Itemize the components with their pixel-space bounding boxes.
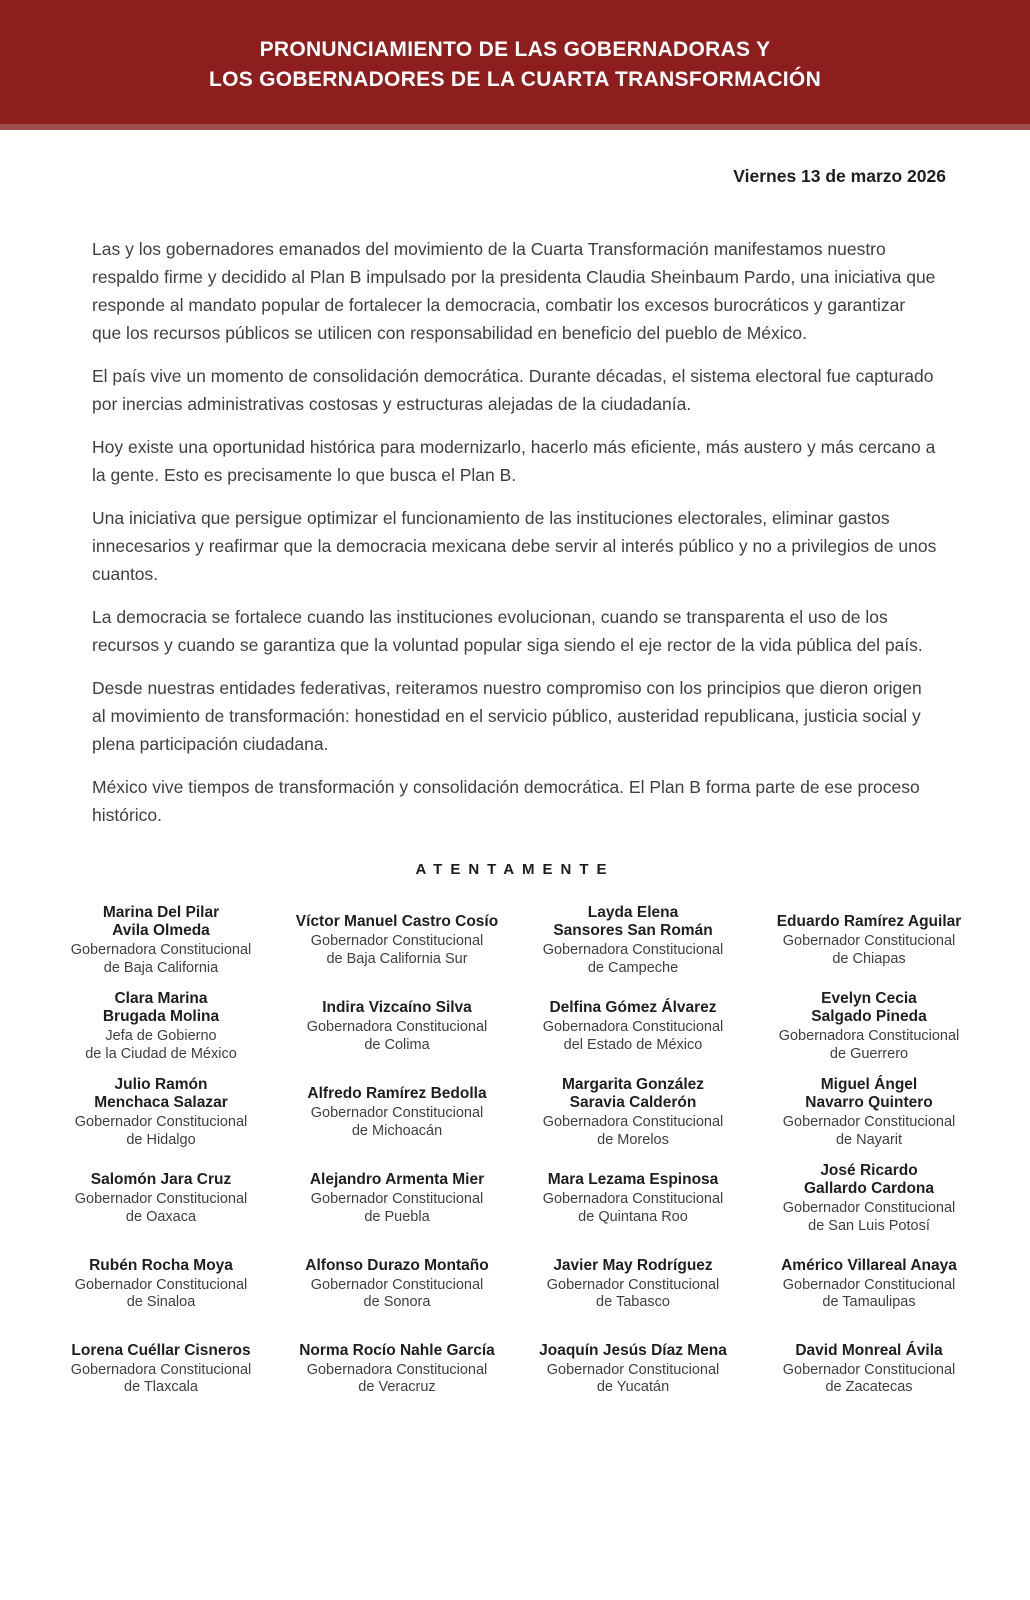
paragraphs xyxy=(92,235,938,829)
paragraph: Desde nuestras entidades federativas, reiteramos nuestro compromiso con los principios que dieron origen al movimiento de transformación: honestidad en el servicio público, austeridad republicana, justicia social y plena participación ciudadana. xyxy=(92,678,922,754)
document-body xyxy=(0,187,1030,878)
signatory-name: Miguel Ángel Navarro Quintero xyxy=(805,1076,933,1111)
signatory-title: Gobernador Constitucional de San Luis Potosí xyxy=(782,1200,956,1234)
signatories-grid xyxy=(48,904,982,1405)
signatory-cell xyxy=(756,1076,982,1149)
signatory-cell xyxy=(756,1248,982,1320)
signatory-title: Gobernador Constitucional de Yucatán xyxy=(546,1361,720,1395)
banner-title-line-1: PRONUNCIAMIENTO DE LAS GOBERNADORAS Y xyxy=(259,38,771,61)
signatory-title: Gobernador Constitucional de Nayarit xyxy=(782,1114,956,1148)
signatory-title: Gobernador Constitucional de Baja California Sur xyxy=(310,933,484,967)
signatory-name: Clara Marina Brugada Molina xyxy=(102,990,220,1025)
signatory-name: Norma Rocío Nahle García xyxy=(299,1341,495,1359)
signatory-title: Gobernadora Constitucional de Tlaxcala xyxy=(70,1361,252,1395)
closing-heading: ATENTAMENTE xyxy=(415,861,615,878)
signatory-title: Gobernador Constitucional de Tabasco xyxy=(546,1276,720,1310)
signatory-title: Gobernadora Constitucional de Guerrero xyxy=(778,1028,960,1062)
signatory-cell xyxy=(756,904,982,977)
signatory-title: Jefa de Gobierno de la Ciudad de México xyxy=(85,1028,237,1062)
signatory-cell xyxy=(284,1076,510,1149)
signatory-cell xyxy=(756,1162,982,1235)
paragraph: México vive tiempos de transformación y consolidación democrática. El Plan B forma parte de ese proceso histórico. xyxy=(92,777,920,825)
signatory-title: Gobernadora Constitucional de Veracruz xyxy=(306,1361,488,1395)
signatory-name: Julio Ramón Menchaca Salazar xyxy=(94,1076,228,1111)
signatory-title: Gobernador Constitucional de Chiapas xyxy=(782,933,956,967)
signatory-name: Evelyn Cecia Salgado Pineda xyxy=(811,990,927,1025)
banner-title-line-2: LOS GOBERNADORES DE LA CUARTA TRANSFORMACIÓN xyxy=(208,68,822,91)
signatory-name: Eduardo Ramírez Aguilar xyxy=(776,913,962,930)
signatory-name: Salomón Jara Cruz xyxy=(90,1171,232,1188)
signatory-cell xyxy=(520,904,746,977)
signatory-name: Américo Villareal Anaya xyxy=(781,1256,957,1274)
signatory-cell xyxy=(756,990,982,1063)
signatory-cell xyxy=(520,1076,746,1149)
signatory-cell xyxy=(520,1333,746,1405)
signatory-title: Gobernador Constitucional de Michoacán xyxy=(310,1105,484,1139)
paragraph: La democracia se fortalece cuando las instituciones evolucionan, cuando se transparenta el uso de los recursos y cuando se garantiza que la voluntad popular siga siendo el eje rector de la vida pública del país. xyxy=(92,607,923,655)
signatory-title: Gobernador Constitucional de Hidalgo xyxy=(74,1114,248,1148)
signatory-title: Gobernadora Constitucional de Quintana Roo xyxy=(542,1191,724,1225)
paragraph: Una iniciativa que persigue optimizar el funcionamiento de las instituciones electorales, eliminar gastos innecesarios y reafirmar que la democracia mexicana debe servir al interés público y no a privilegios de unos cuantos. xyxy=(92,508,937,584)
signatory-cell xyxy=(284,1248,510,1320)
signatory-title: Gobernadora Constitucional de Colima xyxy=(306,1019,488,1053)
signatory-name: Mara Lezama Espinosa xyxy=(547,1171,719,1188)
signatory-cell xyxy=(48,904,274,977)
signatory-name: Víctor Manuel Castro Cosío xyxy=(295,913,499,930)
signatory-cell xyxy=(284,904,510,977)
signatory-name: Alfredo Ramírez Bedolla xyxy=(307,1085,487,1102)
signatory-cell xyxy=(520,990,746,1063)
signatory-title: Gobernador Constitucional de Oaxaca xyxy=(74,1191,248,1225)
signatory-name: Layda Elena Sansores San Román xyxy=(553,904,713,939)
signatory-name: Indira Vizcaíno Silva xyxy=(322,999,472,1016)
signatory-title: Gobernadora Constitucional del Estado de México xyxy=(542,1019,724,1053)
document-date: Viernes 13 de marzo 2026 xyxy=(733,166,946,186)
signatory-title: Gobernadora Constitucional de Campeche xyxy=(542,942,724,976)
signatory-cell xyxy=(756,1333,982,1405)
signatory-cell xyxy=(48,990,274,1063)
signatory-cell xyxy=(520,1162,746,1235)
signatory-name: David Monreal Ávila xyxy=(795,1341,943,1359)
signatory-name: Joaquín Jesús Díaz Mena xyxy=(539,1341,727,1359)
signatory-title: Gobernador Constitucional de Sonora xyxy=(310,1276,484,1310)
signatory-name: Alfonso Durazo Montaño xyxy=(305,1256,489,1274)
signatory-title: Gobernador Constitucional de Tamaulipas xyxy=(782,1276,956,1310)
signatory-name: Rubén Rocha Moya xyxy=(89,1256,233,1274)
signatory-cell xyxy=(520,1248,746,1320)
signatory-name: Margarita González Saravia Calderón xyxy=(561,1076,705,1111)
signatory-title: Gobernador Constitucional de Zacatecas xyxy=(782,1361,956,1395)
signatory-name: José Ricardo Gallardo Cardona xyxy=(803,1162,935,1197)
signatory-name: Alejandro Armenta Mier xyxy=(309,1171,485,1188)
paragraph: El país vive un momento de consolidación democrática. Durante décadas, el sistema electoral fue capturado por inercias administrativas costosas y estructuras alejadas de la ciudadanía. xyxy=(92,366,934,414)
signatory-name: Javier May Rodríguez xyxy=(553,1256,713,1274)
signatory-name: Marina Del Pilar Avila Olmeda xyxy=(102,904,220,939)
header-banner xyxy=(0,0,1030,130)
signatory-cell xyxy=(284,1333,510,1405)
signatory-cell xyxy=(284,990,510,1063)
signatory-cell xyxy=(48,1162,274,1235)
signatory-title: Gobernador Constitucional de Sinaloa xyxy=(74,1276,248,1310)
signatory-name: Lorena Cuéllar Cisneros xyxy=(71,1341,251,1359)
paragraph: Hoy existe una oportunidad histórica para modernizarlo, hacerlo más eficiente, más austero y más cercano a la gente. Esto es precisamente lo que busca el Plan B. xyxy=(92,437,936,485)
signatory-title: Gobernadora Constitucional de Baja California xyxy=(70,942,252,976)
signatory-title: Gobernadora Constitucional de Morelos xyxy=(542,1114,724,1148)
signatory-cell xyxy=(48,1076,274,1149)
signatory-cell xyxy=(48,1248,274,1320)
paragraph: Las y los gobernadores emanados del movimiento de la Cuarta Transformación manifestamos nuestro respaldo firme y decidido al Plan B impulsado por la presidenta Claudia Sheinbaum Pardo, una iniciativa que responde al mandato popular de fortalecer la democracia, combatir los excesos burocráticos y garantizar que los recursos públicos se utilicen con responsabilidad en beneficio del pueblo de México. xyxy=(92,239,936,343)
signatory-cell xyxy=(284,1162,510,1235)
signatory-name: Delfina Gómez Álvarez xyxy=(549,999,717,1016)
signatory-cell xyxy=(48,1333,274,1405)
signatory-title: Gobernador Constitucional de Puebla xyxy=(310,1191,484,1225)
